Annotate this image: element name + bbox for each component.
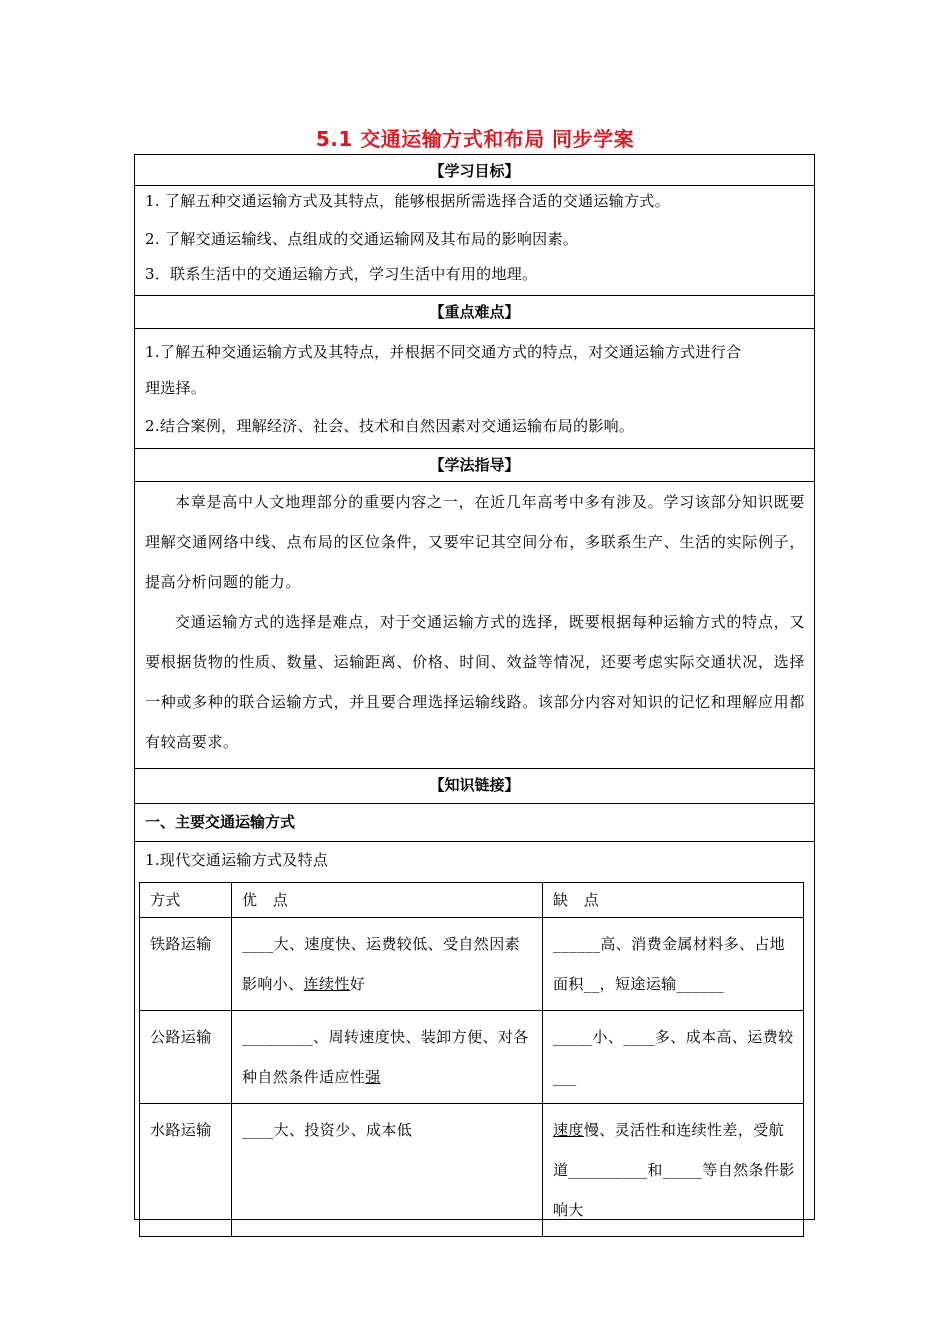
transport-modes-table bbox=[139, 882, 804, 1237]
pros-cell: ____大、速度快、运费较低、受自然因素影响小、连续性好 bbox=[232, 918, 543, 1011]
pros-cell: ____大、投资少、成本低 bbox=[232, 1104, 543, 1237]
worksheet-table bbox=[134, 154, 815, 1220]
mode-cell: 公路运输 bbox=[140, 1011, 232, 1104]
key-point-1-line1: 1.了解五种交通运输方式及其特点，并根据不同交通方式的特点，对交通运输方式进行合 bbox=[145, 343, 742, 361]
header-mode: 方式 bbox=[140, 883, 232, 918]
method-heading: 【学法指导】 bbox=[429, 456, 520, 474]
table-row bbox=[140, 1011, 804, 1104]
divider bbox=[135, 185, 814, 186]
mode-cell: 铁路运输 bbox=[140, 918, 232, 1011]
key-point-1-line2: 理选择。 bbox=[145, 379, 207, 397]
cons-cell: ______高、消费金属材料多、占地面积__，短途运输______ bbox=[543, 918, 804, 1011]
goal-item-3: 3．联系生活中的交通运输方式，学习生活中有用的地理。 bbox=[145, 265, 538, 283]
subsection-title: 1.现代交通运输方式及特点 bbox=[145, 851, 329, 869]
divider bbox=[135, 768, 814, 769]
cons-cell: _____小、____多、成本高、运费较___ bbox=[543, 1011, 804, 1104]
goals-heading: 【学习目标】 bbox=[429, 162, 520, 180]
divider bbox=[135, 841, 814, 842]
goal-item-2: 2. 了解交通运输线、点组成的交通运输网及其布局的影响因素。 bbox=[145, 230, 579, 248]
section-title: 一、主要交通运输方式 bbox=[145, 813, 296, 831]
mode-cell: 水路运输 bbox=[140, 1104, 232, 1237]
links-heading: 【知识链接】 bbox=[429, 776, 520, 794]
divider bbox=[135, 328, 814, 329]
cons-cell: 速度慢、灵活性和连续性差，受航道__________和_____等自然条件影响大 bbox=[543, 1104, 804, 1237]
page-title: 5.1 交通运输方式和布局 同步学案 bbox=[315, 127, 635, 151]
pros-cell: _________、周转速度快、装卸方便、对各种自然条件适应性强 bbox=[232, 1011, 543, 1104]
divider bbox=[135, 295, 814, 296]
method-paragraph-2: 交通运输方式的选择是难点，对于交通运输方式的选择，既要根据每种运输方式的特点，又要根据货物的性质、数量、运输距离、价格、时间、效益等情况，还要考虑实际交通状况，选择一种或多种的联合运输方式，并且要合理选择运输线路。该部分内容对知识的记忆和理解应用都有较高要求。 bbox=[145, 613, 805, 751]
table-header-row bbox=[140, 883, 804, 918]
header-pros: 优 点 bbox=[232, 883, 543, 918]
key-point-2: 2.结合案例，理解经济、社会、技术和自然因素对交通运输布局的影响。 bbox=[145, 417, 635, 435]
divider bbox=[135, 803, 814, 804]
table-row bbox=[140, 918, 804, 1011]
header-cons: 缺 点 bbox=[543, 883, 804, 918]
divider bbox=[135, 448, 814, 449]
key-points-heading: 【重点难点】 bbox=[429, 303, 520, 321]
method-paragraph-1: 本章是高中人文地理部分的重要内容之一，在近几年高考中多有涉及。学习该部分知识既要理解交通网络中线、点布局的区位条件，又要牢记其空间分布，多联系生产、生活的实际例子，提高分析问题的能力。 bbox=[145, 493, 805, 591]
table-row bbox=[140, 1104, 804, 1237]
goal-item-1: 1. 了解五种交通运输方式及其特点，能够根据所需选择合适的交通运输方式。 bbox=[145, 192, 670, 210]
